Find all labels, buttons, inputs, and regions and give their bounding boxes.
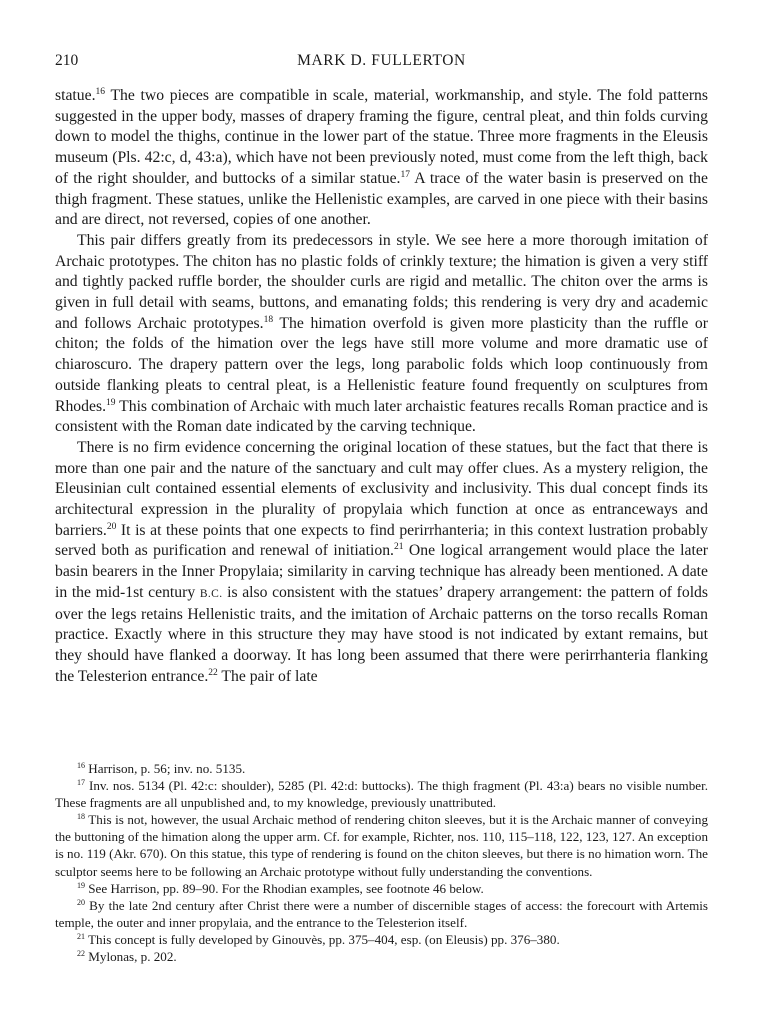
footnote-ref-20[interactable]: 20: [106, 521, 117, 532]
main-text: [55, 86, 708, 687]
footnote-18: $^{18}$ This is not, however, the usual Archaic method of rendering chiton sleeves, but it is the Archaic manner of conveying the buttoning of the himation along the upper arm. Cf. for example, Richter, nos. 110, 115–118, 122, 123, 127. An exception is no. 119 (Akr. 670). On this statue, this type of rendering is found on the chiton sleeves, but there is no himation worn. The sculptor seems here to be following an Archaic prototype without fully understanding the conventions.: [55, 812, 708, 879]
footnotes: [55, 760, 708, 965]
footnote-22: $^{22}$ Mylonas, p. 202.: [77, 949, 177, 965]
footnote-ref-19[interactable]: 19: [105, 397, 116, 408]
footnote-20: $^{20}$ By the late 2nd century after Christ there were a number of discernible stages of access: the forecourt with Artemis temple, the outer and inner propylaia, and the entrance to the Telesterion itself.: [55, 897, 708, 930]
footnote-ref-18[interactable]: 18: [263, 314, 274, 325]
paragraph-2: This pair differs greatly from its predecessors in style. We see here a more thorough imitation of Archaic prototypes. The chiton has no plastic folds of crinkly texture; the himation is given a very stiff and tightly packed ruffle border, the shoulder curls are rigid and metallic. The chiton over the arms is given in full detail with seams, buttons, and emanating folds; this rendering is very dry and academic and follows Archaic prototypes.$^{18}$ The himation overfold is given more plasticity than the ruffle or chiton; the folds of the himation over the legs have still more volume and more dramatic use of chiaroscuro. The drapery pattern over the legs, long parabolic folds which loop continuously from outside flanking pleats to central pleat, is a Hellenistic feature found frequently on sculptures from Rhodes.$^{19}$ This combination of Archaic with much later archaistic features recalls Roman practice and is consistent with the Roman date indicated by the carving technique.: [55, 231, 708, 436]
paragraph-3: There is no firm evidence concerning the original location of these statues, but the fact that there is more than one pair and the nature of the sanctuary and cult may offer clues. As a mystery religion, the Eleusinian cult contained essential elements of exclusivity and inclusivity. This dual concept finds its architectural expression in the plurality of propylaia which function at once as entranceways and barriers.$^{20}$ It is at these points that one expects to find perirrhanteria; in this context lustration probably served both as purification and renewal of initiation.$^{21}$ One logical arrangement would place the later basin bearers in the Inner Propylaia; similarity in carving technique has already been mentioned. A date in the mid-1st century B.C. is also consistent with the statues’ drapery arrangement: the pattern of folds over the legs retains Hellenistic traits, and the imitation of Archaic patterns on the torso recalls Roman practice. Exactly where in this structure they may have stood is not indicated by extant remains, but they should have flanked a doorway. It has long been assumed that there were perirrhanteria flanking the Telesterion entrance.$^{22}$ The pair of late: [55, 438, 709, 685]
footnote-17: $^{17}$ Inv. nos. 5134 (Pl. 42:c: shoulder), 5285 (Pl. 42:d: buttocks). The thigh fragment (Pl. 43:a) bears no visible number. These fragments are all unpublished and, to my knowledge, previously unattributed.: [55, 778, 708, 811]
book-page: [55, 0, 708, 1024]
footnote-ref-16[interactable]: 16: [95, 87, 106, 97]
paragraph-1: statue.$^{16}$ The two pieces are compatible in scale, material, workmanship, and style. The fold patterns suggested in the upper body, masses of drapery framing the figure, central pleat, and thin folds curving down to model the thighs, continue in the lower part of the statue. Three more fragments in the Eleusis museum (Pls. 42:c, d, 43:a), which have not been previously noted, must come from the left thigh, back of the right shoulder, and buttocks of a similar statue.$^{17}$ A trace of the water basin is preserved on the thigh fragment. These statues, unlike the Hellenistic examples, are carved in one piece with their basins and are direct, not reversed, copies of one another.: [55, 87, 708, 229]
footnote-ref-21[interactable]: 21: [393, 542, 404, 553]
page-number: 210: [55, 52, 79, 69]
footnote-21: $^{21}$ This concept is fully developed by Ginouvès, pp. 375–404, esp. (on Eleusis) pp. 376–380.: [77, 931, 560, 947]
footnote-ref-17[interactable]: 17: [400, 169, 410, 180]
running-head-author: MARK D. FULLERTON: [297, 52, 466, 69]
footnote-ref-22[interactable]: 22: [208, 667, 218, 678]
page-header: [55, 52, 708, 74]
footnote-16: $^{16}$ Harrison, p. 56; inv. no. 5135.: [77, 761, 246, 776]
footnote-19: $^{19}$ See Harrison, pp. 89–90. For the Rhodian examples, see footnote 46 below.: [77, 880, 484, 896]
era-abbreviation: B.C.: [199, 587, 223, 600]
